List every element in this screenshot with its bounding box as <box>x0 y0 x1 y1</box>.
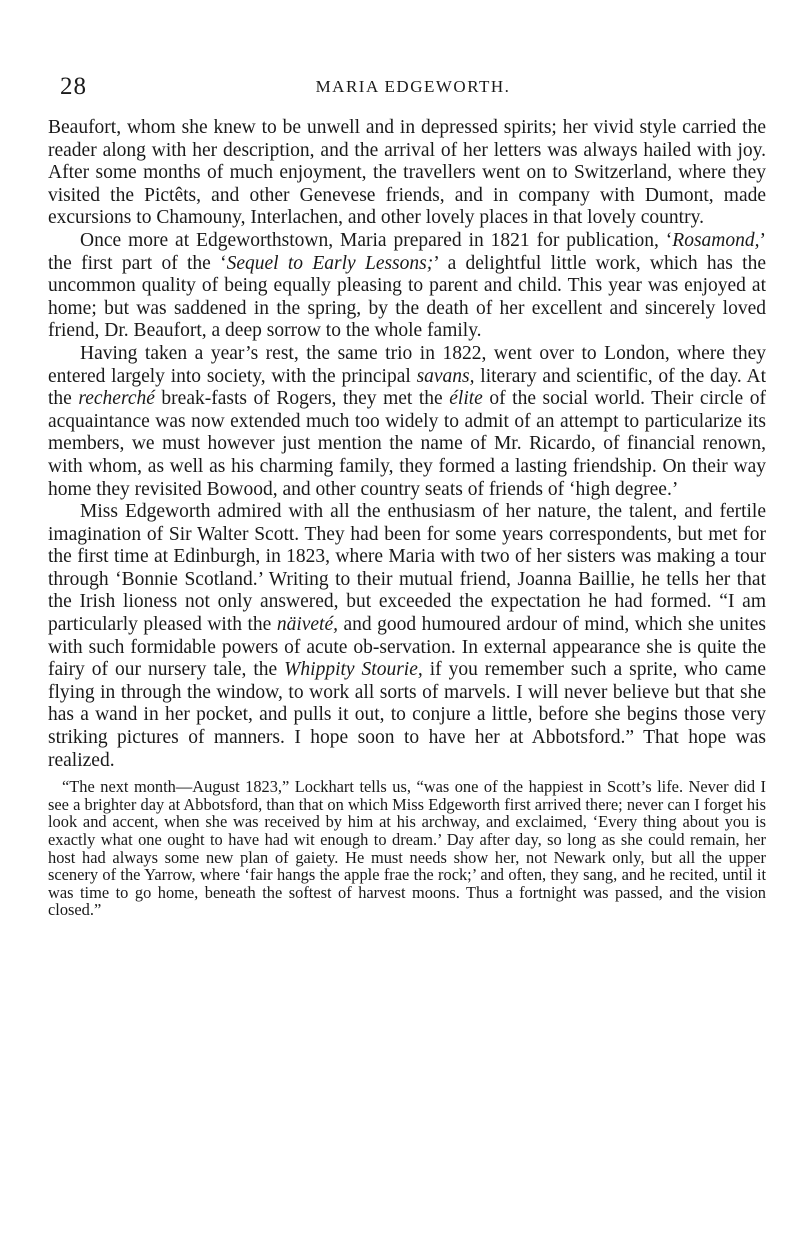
italic-elite: élite <box>449 388 483 410</box>
paragraph-text: Miss Edgeworth admired with all the enthusiasm of her nature, the talent, and fertile imagination of Sir Walter Scott. They had been for some years correspondents, but met for the first time at Edinburgh, in 1823, where Maria with two of her sisters was making a tour through ‘Bonnie Scotland.’ Writing to their mutual friend, Joanna Baillie, he tells her that the Irish lioness not only answered, but exceeded the expectation he had formed. “I am particularly pleased with the <box>48 501 766 636</box>
italic-recherche: recherché <box>78 388 155 410</box>
paragraph-switzerland-travels: Beaufort, whom she knew to be unwell and in depressed spirits; her vivid style carried the reader along with her description, and the arrival of her letters was always hailed with joy. After some months of much enjoyment, the travellers went on to Switzerland, where they visited the Pictêts, and other Genevese friends, and in company with Dumont, made excursions to Chamouny, Interlachen, and other lovely places in that lovely country. <box>48 117 766 229</box>
paragraph-text: if you remember such a sprite, who came flying in through the window, to work all sorts of marvels. I will never believe but that she has a wand in her pocket, and pulls it out, to conjure a little, before she begins those very striking pictures of manners. I hope soon to have her at Abbotsford.” That hope was realized. <box>48 659 766 771</box>
page-number: 28 <box>60 73 87 100</box>
paragraph-rosamond-publication <box>48 230 766 343</box>
paragraph-london-visit <box>48 343 766 501</box>
italic-whippity-stourie: Whippity Stourie, <box>284 659 423 681</box>
running-title: MARIA EDGEWORTH. <box>315 77 511 96</box>
paragraph-text: literary and scientific, of the day. At the <box>48 365 766 410</box>
paragraph-text: Once more at Edgeworthstown, Maria prepared in 1821 for publication, ‘ <box>80 229 673 251</box>
title-rosamond: Rosamond, <box>672 229 760 251</box>
body-text <box>48 117 766 919</box>
paragraph-text: Having taken a year’s rest, the same trio in 1822, went over to London, where they entered largely into society, with the principal <box>48 342 766 387</box>
italic-savans: savans, <box>416 365 475 387</box>
paragraph-text: of the social world. Their circle of acquaintance was now extended much too widely to admit of an attempt to particularize its members, we must however just mention the name of Mr. Ricardo, of financial renown, with whom, as well as his charming family, they formed a lasting friendship. On their way home they revisited Bowood, and other country seats of friends of ‘high degree.’ <box>48 388 766 500</box>
lockhart-quotation: “The next month—August 1823,” Lockhart tells us, “was one of the happiest in Scott’s life. Never did I see a brighter day at Abbotsford, than that on which Miss Edgeworth first arrived there; never can I forget his look and accent, when she was received by him at his archway, and exclaimed, ‘Every thing about you is exactly what one ought to have had wit enough to dream.’ Day after day, so long as she could remain, her host had always some new plan of gaiety. He must needs show her, not Newark only, but all the upper scenery of the Yarrow, where ‘fair hangs the apple frae the rock;’ and often, they sang, and he recited, until it was time to go home, beneath the softest of harvest moons. Thus a fortnight was passed, and the vision closed.” <box>48 777 766 920</box>
italic-naivete: näiveté, <box>276 614 338 636</box>
paragraph-text: ’ a delightful little work, which has the uncommon quality of being equally pleasing to parent and child. This year was enjoyed at home; but was saddened in the spring, by the death of her excellent and sincerely loved friend, Dr. Beaufort, a deep sorrow to the whole family. <box>48 252 766 342</box>
paragraph-text: ’ the first part of the ‘ <box>48 229 766 274</box>
paragraph-walter-scott <box>48 501 766 772</box>
paragraph-text: break-fasts of Rogers, they met the <box>154 388 450 410</box>
title-sequel-to-early-lessons: Sequel to Early Lessons; <box>226 252 434 274</box>
running-header <box>60 72 766 102</box>
paragraph-text: and good humoured ardour of mind, which she unites with such formidable powers of acute ob-servation. In external appearance she is quite the fairy of our nursery tale, the <box>48 614 766 681</box>
